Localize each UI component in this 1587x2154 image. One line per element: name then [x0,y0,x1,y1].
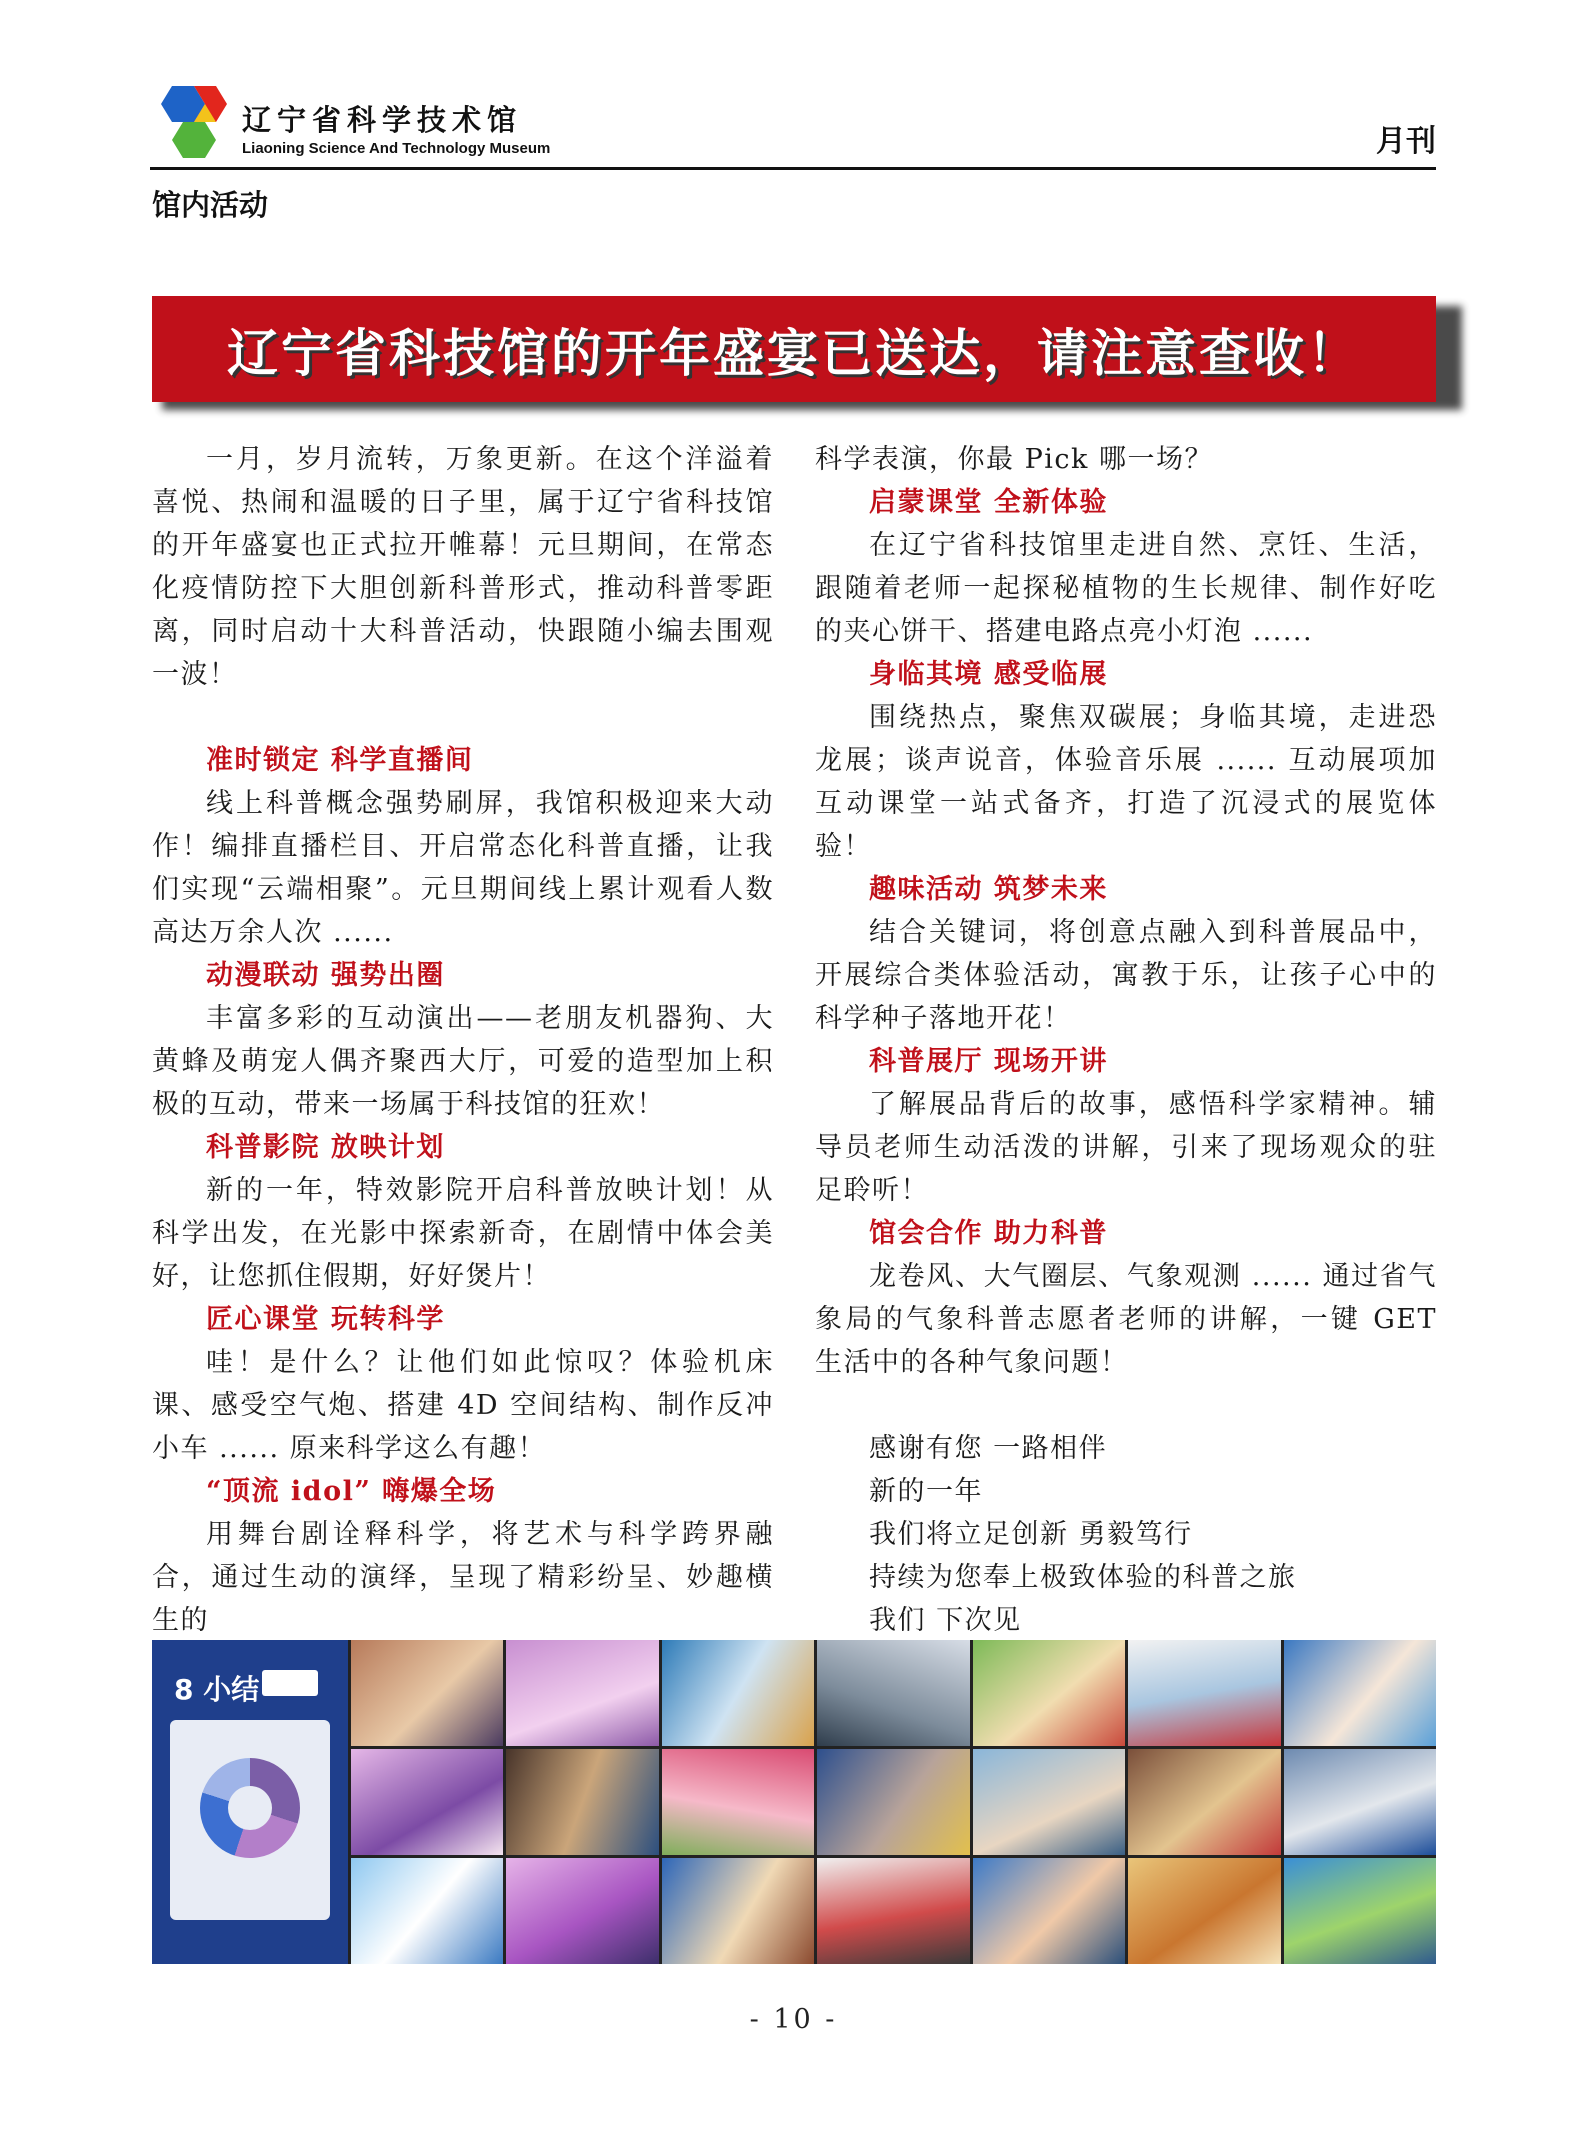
right-column [815,438,1437,1642]
photo-grid [351,1640,1436,1964]
museum-logo-icon [150,82,230,162]
subheading: 科普展厅 现场开讲 [869,1046,1108,1077]
photo [1128,1858,1280,1964]
spacer [815,1384,1437,1427]
paragraph: 科学表演，你最 Pick 哪一场？ [815,444,1213,475]
infographic-badge [262,1670,318,1696]
photo [973,1858,1125,1964]
publication-label: 月刊 [1376,124,1436,159]
subheading: 匠心课堂 玩转科学 [206,1304,445,1335]
donut-chart-icon [200,1758,300,1858]
closing-line: 我们 下次见 [869,1605,1022,1636]
photo [817,1858,969,1964]
page-header [150,80,1436,168]
paragraph: 新的一年，特效影院开启科普放映计划！从科学出发，在光影中探索新奇，在剧情中体会美好，让您抓住假期，好好煲片！ [152,1175,774,1292]
article-title: 辽宁省科技馆的开年盛宴已送达，请注意查收！ [152,296,1436,402]
paragraph: 围绕热点，聚焦双碳展；身临其境，走进恐龙展；谈声说音，体验音乐展 ...... 互动展项加互动课堂一站式备齐，打造了沉浸式的展览体验！ [815,702,1437,862]
closing-line: 我们将立足创新 勇毅笃行 [869,1519,1193,1550]
photo [1284,1640,1436,1746]
subheading: 科普影院 放映计划 [206,1132,445,1163]
photo [662,1858,814,1964]
photo [817,1749,969,1855]
summary-infographic [152,1640,348,1964]
paragraph: 结合关键词，将创意点融入到科普展品中，开展综合类体验活动，寓教于乐，让孩子心中的科学种子落地开花！ [815,917,1437,1034]
photo [1284,1858,1436,1964]
subheading: 馆会合作 助力科普 [869,1218,1108,1249]
photo [973,1640,1125,1746]
paragraph: 线上科普概念强势刷屏，我馆积极迎来大动作！编排直播栏目、开启常态化科普直播，让我们实现“云端相聚”。元旦期间线上累计观看人数高达万余人次 ...... [152,788,774,948]
paragraph: 龙卷风、大气圈层、气象观测 ...... 通过省气象局的气象科普志愿者老师的讲解，一键 GET 生活中的各种气象问题！ [815,1261,1437,1378]
photo [506,1749,658,1855]
photo [506,1858,658,1964]
photo [351,1749,503,1855]
spacer [152,696,774,739]
closing-line: 感谢有您 一路相伴 [869,1433,1108,1464]
subheading: 启蒙课堂 全新体验 [869,487,1108,518]
infographic-title: 8 小结 [174,1673,260,1706]
subheading: 动漫联动 强势出圈 [206,960,445,991]
subheading: “顶流 idol” 嗨爆全场 [206,1476,497,1507]
subheading: 趣味活动 筑梦未来 [869,874,1108,905]
photo [1128,1640,1280,1746]
photo [973,1749,1125,1855]
paragraph: 用舞台剧诠释科学，将艺术与科学跨界融合，通过生动的演绎，呈现了精彩纷呈、妙趣横生的 [152,1519,774,1636]
photo [506,1640,658,1746]
photo-collage [152,1640,1436,1964]
closing-lines [815,1427,1437,1642]
paragraph: 在辽宁省科技馆里走进自然、烹饪、生活，跟随着老师一起探秘植物的生长规律、制作好吃的夹心饼干、搭建电路点亮小灯泡 ...... [815,530,1437,647]
header-rule [150,167,1436,170]
page-number: - 10 - [749,2004,838,2035]
paragraph: 丰富多彩的互动演出——老朋友机器狗、大黄蜂及萌宠人偶齐聚西大厅，可爱的造型加上积极的互动，带来一场属于科技馆的狂欢！ [152,1003,774,1120]
intro-paragraph: 一月，岁月流转，万象更新。在这个洋溢着喜悦、热闹和温暖的日子里，属于辽宁省科技馆的开年盛宴也正式拉开帷幕！元旦期间，在常态化疫情防控下大胆创新科普形式，推动科普零距离，同时启动十大科普活动，快跟随小编去围观一波！ [152,444,774,690]
photo [662,1640,814,1746]
museum-name-en: Liaoning Science And Technology Museum [242,140,551,157]
left-column [152,438,774,1642]
photo [1284,1749,1436,1855]
subheading: 身临其境 感受临展 [869,659,1108,690]
closing-line: 新的一年 [869,1476,983,1507]
museum-name-cn: 辽宁省科学技术馆 [242,103,523,137]
paragraph: 哇！是什么？让他们如此惊叹？体验机床课、感受空气炮、搭建 4D 空间结构、制作反冲小车 ...... 原来科学这么有趣！ [152,1347,774,1464]
photo [351,1640,503,1746]
photo [1128,1749,1280,1855]
photo [817,1640,969,1746]
photo [351,1858,503,1964]
photo [662,1749,814,1855]
paragraph: 了解展品背后的故事，感悟科学家精神。辅导员老师生动活泼的讲解，引来了现场观众的驻足聆听！ [815,1089,1437,1206]
subheading: 准时锁定 科学直播间 [206,745,474,776]
section-label: 馆内活动 [152,188,269,222]
closing-line: 持续为您奉上极致体验的科普之旅 [869,1562,1297,1593]
